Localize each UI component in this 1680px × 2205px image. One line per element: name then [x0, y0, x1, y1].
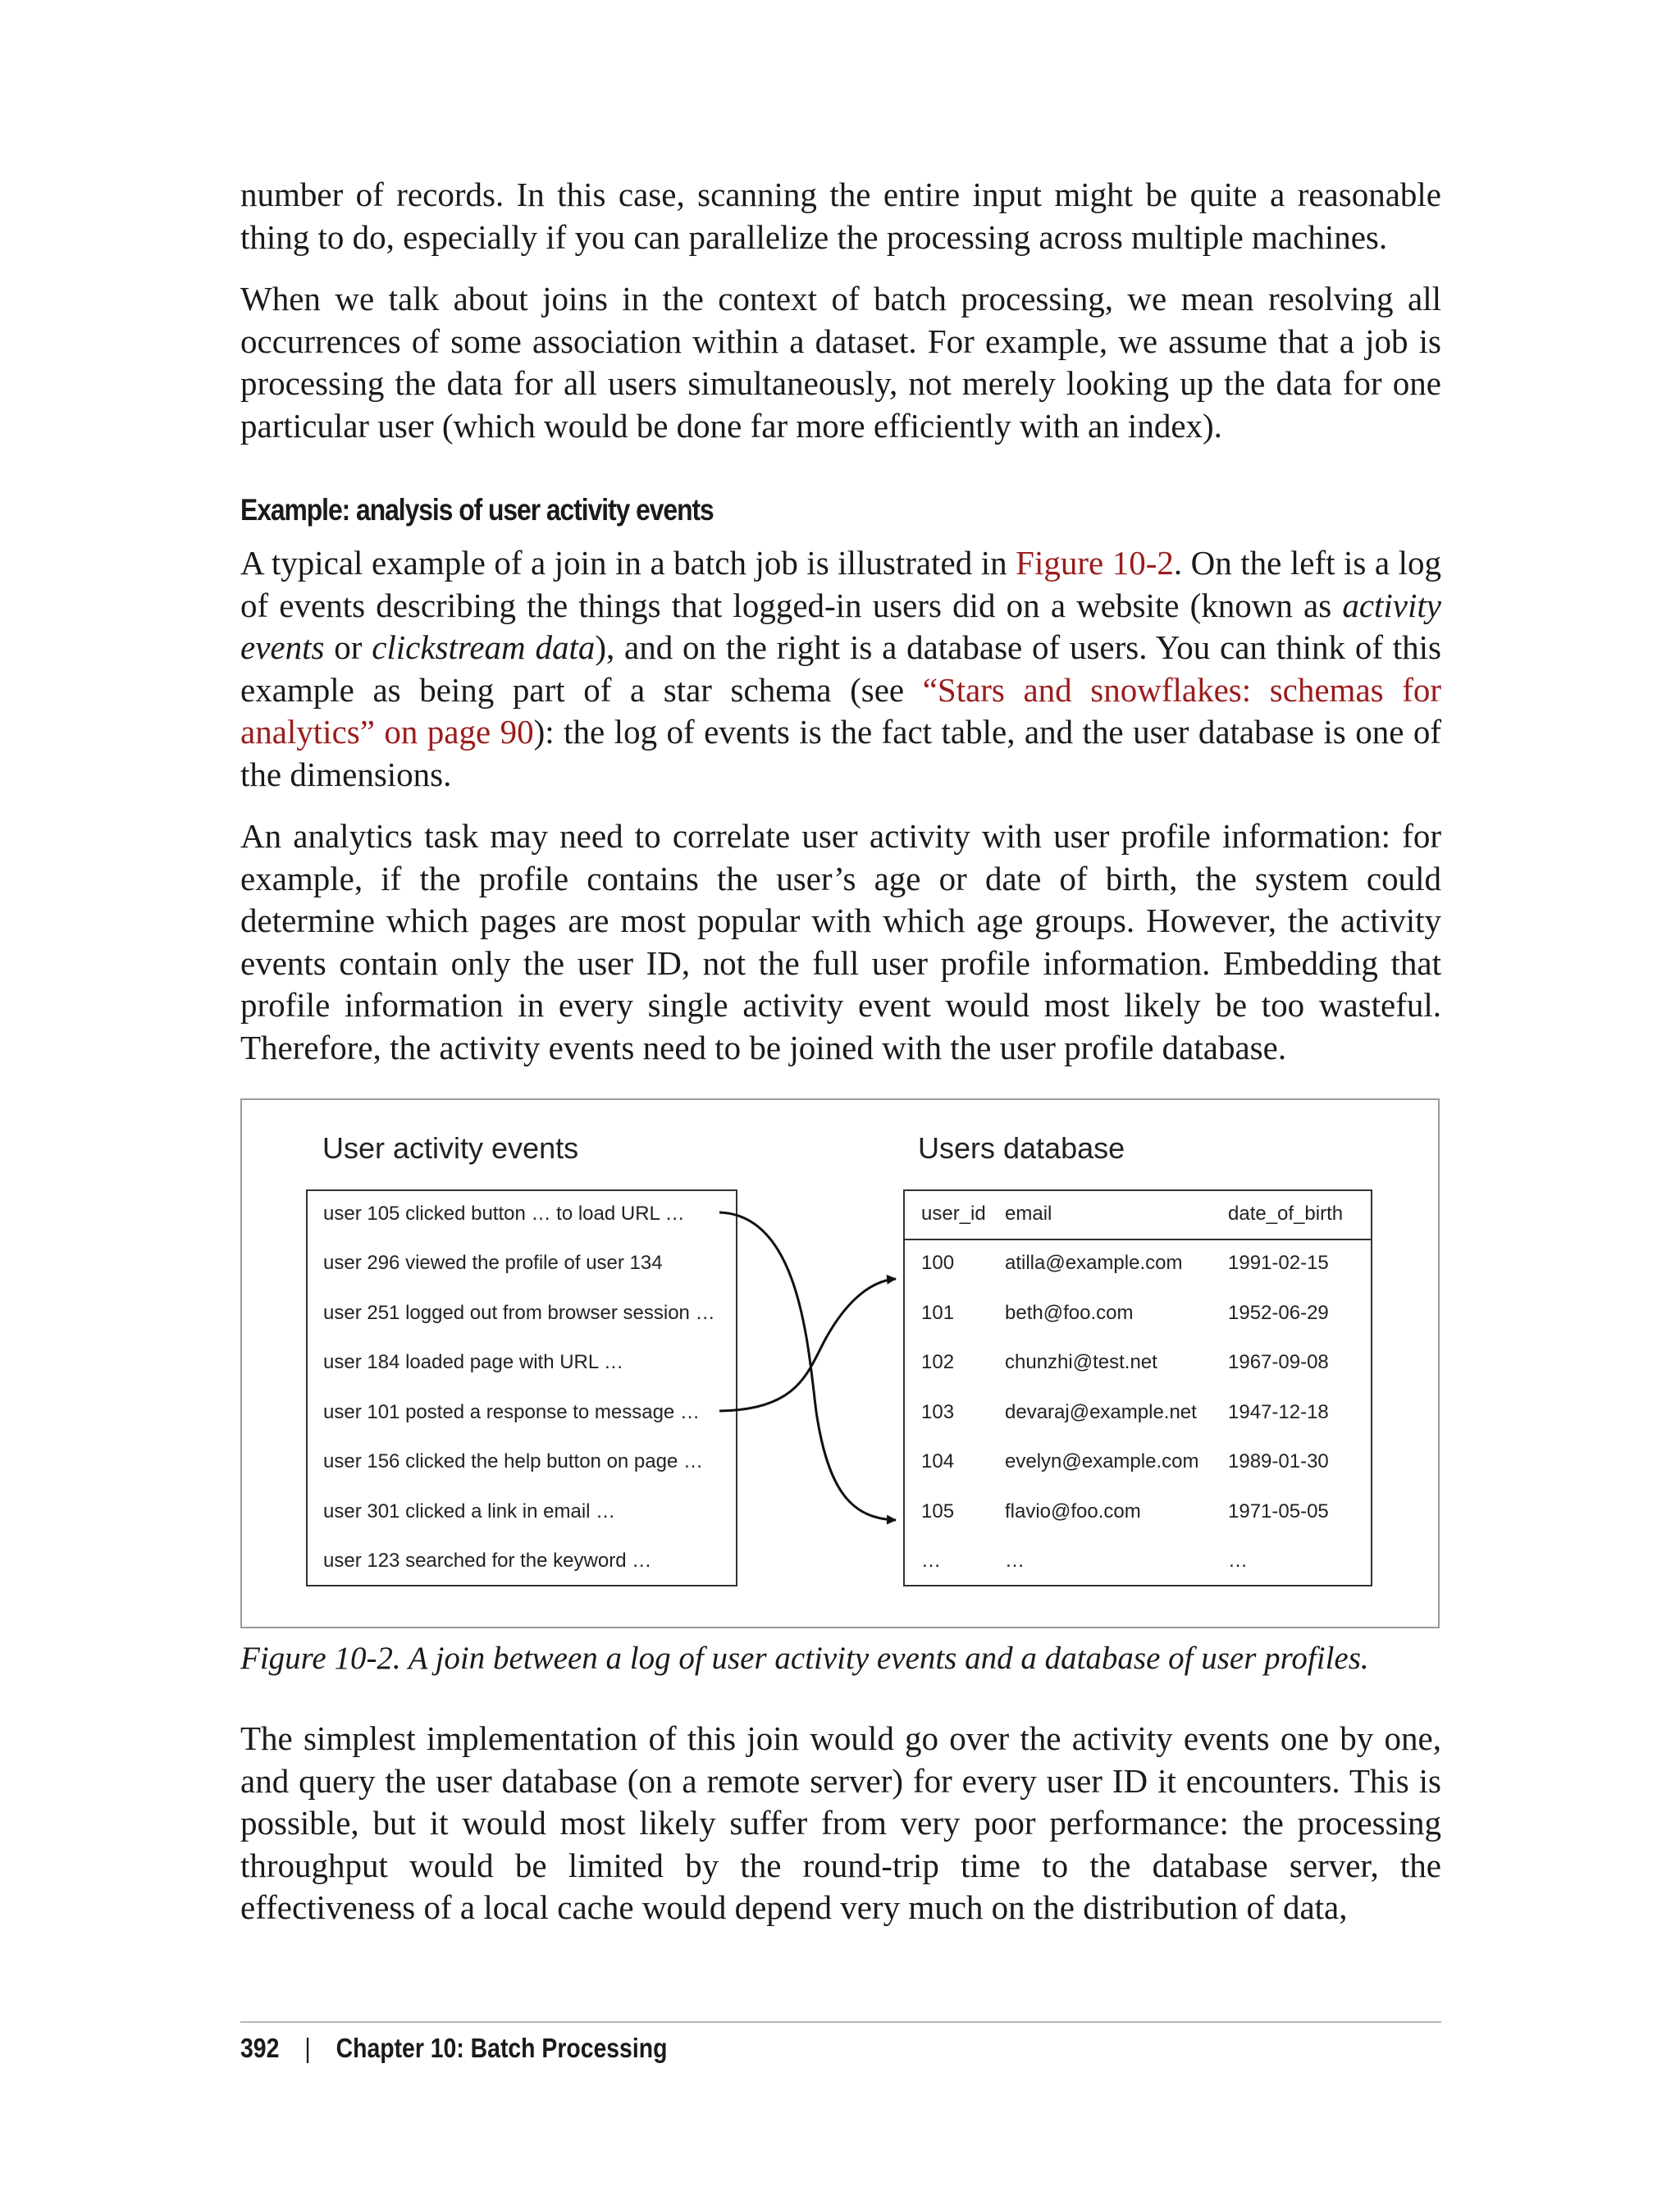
cell-date-of-birth: 1971-05-05	[1228, 1500, 1329, 1522]
footer-separator: |	[304, 2033, 311, 2063]
cell-email: flavio@foo.com	[1005, 1500, 1141, 1522]
cell-user-id: 101	[921, 1302, 955, 1324]
cell-user-id: 104	[921, 1450, 955, 1472]
paragraph-5: The simplest implementation of this join would go over the activity events one by one, and query the user database (on a remote server) for every user ID it encounters. This is possible, but it would most likely suffer from very poor performance: the processing throughput would be limited by the round-trip time to the database server, the effectiveness of a local cache would depend very much on the distribution of data,	[240, 1719, 1441, 1926]
figure-10-2	[240, 1098, 1440, 1628]
event-item: user 251 logged out from browser session …	[323, 1302, 715, 1324]
column-header-email: email	[1005, 1203, 1052, 1225]
event-item: user 105 clicked button … to load URL …	[323, 1203, 685, 1225]
cell-user-id: 102	[921, 1351, 955, 1373]
page-number: 392	[240, 2033, 280, 2063]
cell-email: chunzhi@test.net	[1005, 1351, 1157, 1373]
term-clickstream-data: clickstream data	[372, 628, 596, 666]
figure-caption: Figure 10-2. A join between a log of user activity events and a database of user profiles.	[240, 1641, 1369, 1676]
cell-date-of-birth: 1947-12-18	[1228, 1401, 1329, 1423]
cell-email: …	[1005, 1550, 1025, 1572]
footer-rule	[240, 2021, 1441, 2023]
paragraph-2: When we talk about joins in the context of batch processing, we mean resolving all occurrences of some association within a dataset. For example, we assume that a job is processing the data for all users simultaneously, not merely looking up the data for one particular user (which would be done far more efficiently with an index).	[240, 280, 1441, 445]
header-divider	[905, 1239, 1371, 1240]
cell-date-of-birth: 1991-02-15	[1228, 1252, 1329, 1274]
cell-date-of-birth: …	[1228, 1550, 1248, 1572]
figure-link[interactable]: Figure 10-2	[1016, 544, 1174, 582]
activity-events-log	[306, 1189, 737, 1586]
user-activity-events-title: User activity events	[322, 1131, 579, 1165]
paragraph-3	[240, 542, 1441, 796]
cell-email: beth@foo.com	[1005, 1302, 1134, 1324]
paragraph-1: number of records. In this case, scanning the entire input might be quite a reasonable thing to do, especially if you can parallelize the processing across multiple machines.	[240, 176, 1441, 256]
arrow-user-105-to-row-105	[719, 1212, 896, 1520]
paragraph-3-text-b: . On the left is a log of events describing the things that logged-in users did on a website (known as	[240, 544, 1441, 624]
cell-date-of-birth: 1989-01-30	[1228, 1450, 1329, 1472]
users-table	[903, 1189, 1372, 1586]
paragraph-3-text-d: ), and on the right is a database of users. You can think of this example as being part of a star schema (see	[240, 628, 1442, 709]
event-item: user 101 posted a response to message …	[323, 1401, 700, 1423]
event-item: user 301 clicked a link in email …	[323, 1500, 616, 1522]
page-footer	[240, 2033, 667, 2064]
cell-email: evelyn@example.com	[1005, 1450, 1199, 1472]
column-header-user-id: user_id	[921, 1203, 986, 1225]
term-activity-events: activity events	[240, 586, 1441, 666]
event-item: user 296 viewed the profile of user 134	[323, 1252, 663, 1274]
arrow-user-101-to-row-101	[719, 1279, 896, 1411]
section-link[interactable]: “Stars and snowflakes: schemas for analytics” on page 90	[240, 670, 1442, 751]
event-item: user 184 loaded page with URL …	[323, 1351, 623, 1373]
cell-email: atilla@example.com	[1005, 1252, 1183, 1274]
paragraph-4: An analytics task may need to correlate user activity with user profile information: for example, if the profile contains the user’s age or date of birth, the system could determine which pages are most popular with which age groups. However, the activity events contain only the user ID, not the full user profile information. Embedding that profile information in every single activity event would most likely be too wasteful. Therefore, the activity events need to be joined with the user profile database.	[240, 817, 1441, 1066]
paragraph-3-text-e: ): the log of events is the fact table, and the user database is one of the dimensions.	[240, 713, 1441, 793]
chapter-title: Chapter 10: Batch Processing	[336, 2033, 668, 2063]
cell-date-of-birth: 1952-06-29	[1228, 1302, 1329, 1324]
cell-date-of-birth: 1967-09-08	[1228, 1351, 1329, 1373]
section-heading: Example: analysis of user activity events	[240, 493, 714, 527]
users-database-title: Users database	[918, 1131, 1125, 1165]
cell-email: devaraj@example.net	[1005, 1401, 1197, 1423]
paragraph-3-text-c: or	[324, 628, 372, 666]
event-item: user 123 searched for the keyword …	[323, 1550, 652, 1572]
cell-user-id: …	[921, 1550, 941, 1572]
column-header-date-of-birth: date_of_birth	[1228, 1203, 1344, 1225]
cell-user-id: 100	[921, 1252, 955, 1274]
event-item: user 156 clicked the help button on page …	[323, 1450, 703, 1472]
cell-user-id: 105	[921, 1500, 955, 1522]
cell-user-id: 103	[921, 1401, 955, 1423]
paragraph-3-text-a: A typical example of a join in a batch job is illustrated in	[240, 544, 1016, 582]
page-body	[240, 174, 1441, 1949]
